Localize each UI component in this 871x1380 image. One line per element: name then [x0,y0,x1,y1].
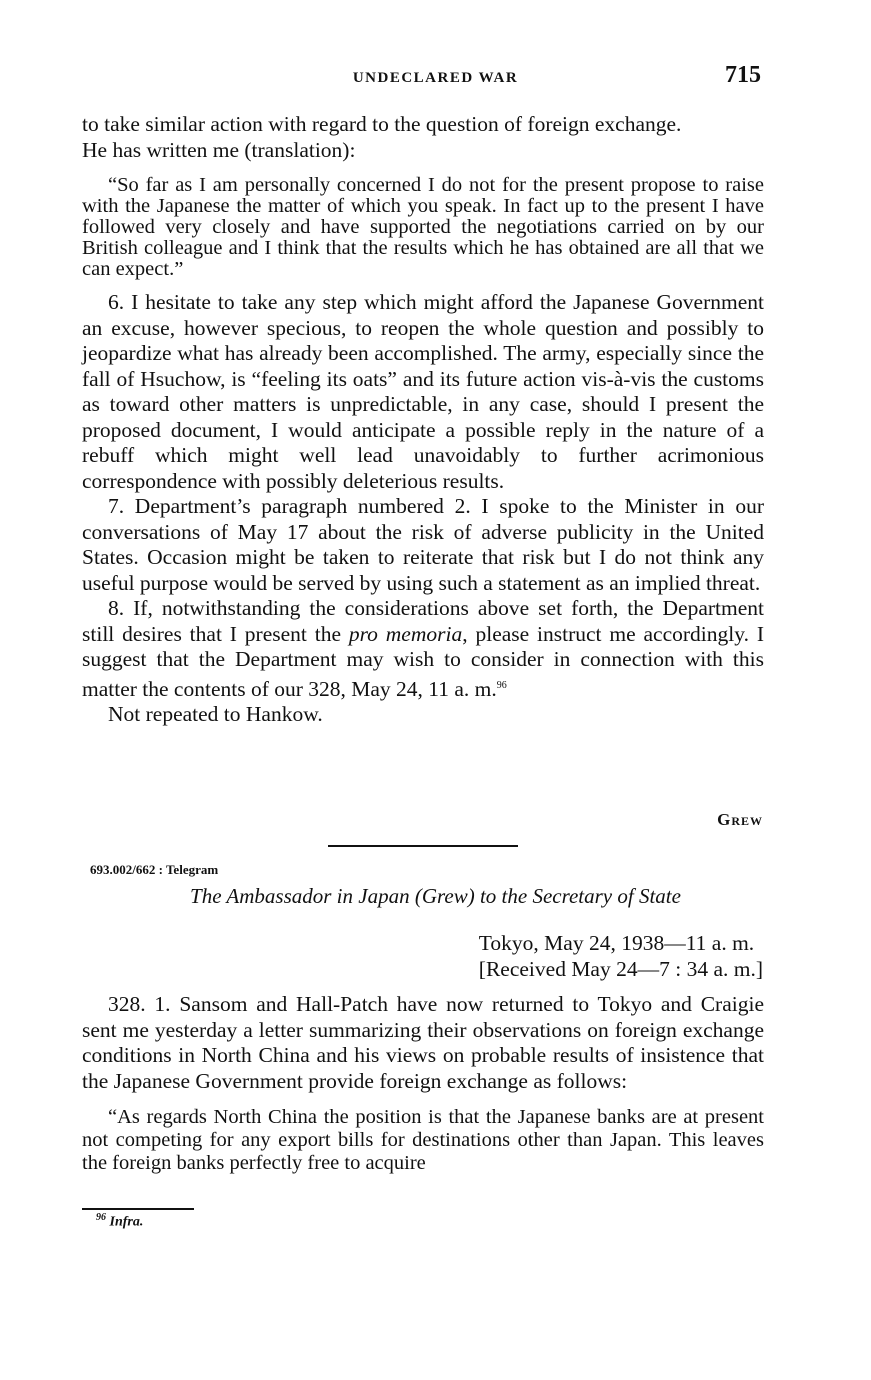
intro-line-1: to take similar action with regard to the question of foreign exchange. [82,112,682,136]
paragraph-8-start: 8. If, notwithstanding the considerations above set forth, the Department still desires that I present the [82,596,764,646]
footnote-rule [82,1208,194,1210]
dateline [479,930,763,982]
footnote-text: Infra. [109,1214,144,1230]
paragraph-328: 328. 1. Sansom and Hall-Patch have now returned to Tokyo and Craigie sent me yesterday a letter summarizing their observations on foreign exchange conditions in North China and his views on probable results of insistence that the Japanese Government provide foreign exchange as follows: [82,992,764,1093]
section-1-text [82,112,764,728]
file-reference: 693.002/662 : Telegram [90,862,219,877]
running-header: UNDECLARED WAR [352,70,519,86]
block-quote-2: “As regards North China the position is that the Japanese banks are at present not competing for any export bills for destinations other than Japan. This leaves the foreign banks perfectly free to acquire [82,1106,764,1174]
document-heading: The Ambassador in Japan (Grew) to the Secretary of State [190,884,681,908]
footnote-reference: 96 [496,679,507,691]
pro-memoria-text: pro memoria [348,621,463,646]
dateline-sent: Tokyo, May 24, 1938—11 a. m. [478,931,755,955]
paragraph-7: 7. Department’s paragraph numbered 2. I spoke to the Minister in our conversations of May 17 about the risk of adverse publicity in the United States. Occasion might be taken to reiterate that risk but I do not think any useful purpose would be served by using such a statement as an implied threat. [82,494,764,595]
section-2-text [82,992,764,1175]
footnote-mark: 96 [96,1212,106,1223]
section-divider [328,845,518,847]
page-number: 715 [725,62,761,88]
paragraph-8 [82,596,764,702]
paragraph-8-end: , please instruct me accordingly. I suggest that the Department may wish to consider in connection with this matter the contents of our 328, May 24, 11 a. m. [82,621,764,701]
intro-line-2: He has written me (translation): [82,137,356,162]
signature: Grew [717,810,763,829]
footnote [96,1212,143,1231]
paragraph-6: 6. I hesitate to take any step which might afford the Japanese Government an excuse, however specious, to reopen the whole question and possibly to jeopardize what has already been accomplished. The army, especially since the fall of Hsuchow, is “feeling its oats” and its future action vis-à-vis the customs as toward other matters is unpredictable, in any case, should I present the proposed document, I would anticipate a possible reply in the nature of a rebuff which might well lead unavoidably to further acrimonious correspondence with possibly deleterious results. [82,290,764,493]
not-repeated-line: Not repeated to Hankow. [108,702,323,727]
block-quote: “So far as I am personally concerned I do not for the present propose to raise with the Japanese the matter of which you speak. In fact up to the present I have followed very closely and have supported the negotiations carried on by our British colleague and I think that the results which he has obtained are all that we can expect.” [82,174,764,280]
dateline-received: [Received May 24—7 : 34 a. m.] [478,957,763,981]
